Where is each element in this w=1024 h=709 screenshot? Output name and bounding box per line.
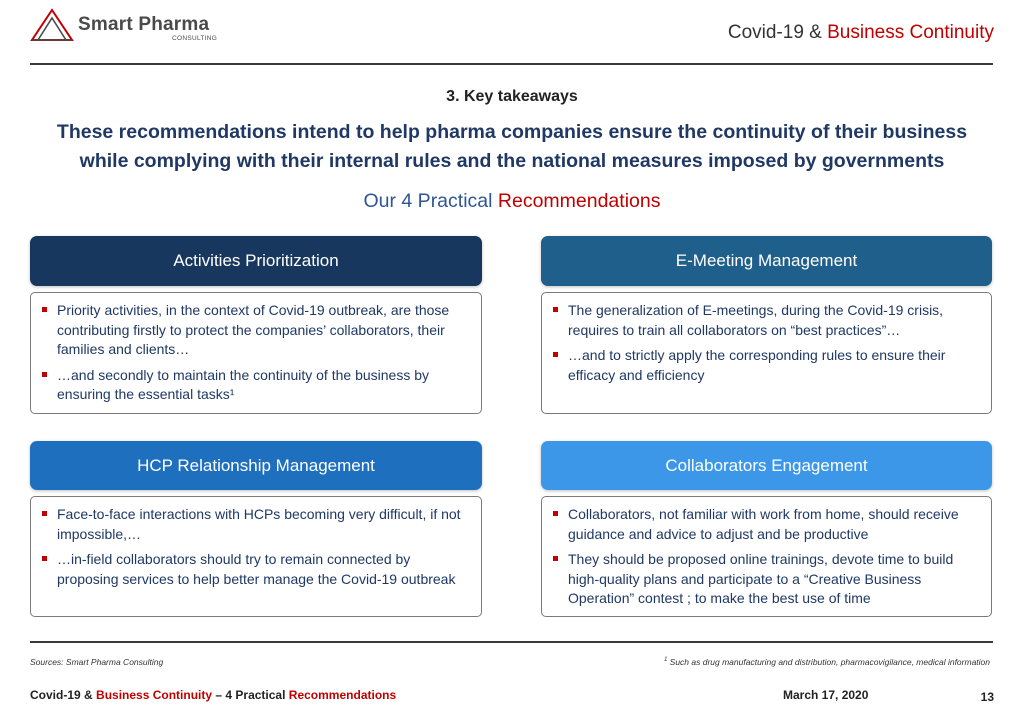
card-title: Collaborators Engagement <box>665 455 868 475</box>
footer-title-part: – 4 Practical <box>215 688 286 702</box>
header-title-black: Covid-19 & <box>727 22 822 43</box>
bullet-item: Priority activities, in the context of Covid-19 outbreak, are those contributing firstly to protect the companies’ collaborators, their families and clients… <box>57 301 467 360</box>
card-title: HCP Relationship Management <box>137 455 375 475</box>
footer-title-part: Business Continuity <box>96 688 213 702</box>
bullet-item: The generalization of E-meetings, during the Covid-19 crisis, requires to train all collaborators on “best practices”… <box>568 301 977 340</box>
card-title: Activities Prioritization <box>173 251 339 270</box>
headline <box>20 118 1004 176</box>
footer-title-part: Recommendations <box>288 688 397 702</box>
footnote-mark: 1 <box>663 657 668 664</box>
headline-line-2: while complying with their internal rules and the national measures imposed by governments <box>79 150 945 172</box>
card-collaborators-engagement-header <box>541 441 992 490</box>
logo-triangle-icon <box>30 8 74 42</box>
footnote <box>664 657 990 667</box>
sources-note: Sources: Smart Pharma Consulting <box>30 657 164 667</box>
footnote-text: Such as drug manufacturing and distribution, pharmacovigilance, medical information <box>669 657 990 667</box>
section-title: 3. Key takeaways <box>446 88 578 105</box>
card-collaborators-engagement-body <box>541 496 992 617</box>
footer-deck-title <box>30 688 396 702</box>
card-hcp-relationship-management-header <box>30 441 482 490</box>
card-e-meeting-management-header <box>541 236 992 286</box>
footer-divider <box>30 641 993 643</box>
bullet-item: …and secondly to maintain the continuity of the business by ensuring the essential tasks¹ <box>57 366 467 405</box>
card-hcp-relationship-management-body <box>30 496 482 617</box>
subtitle <box>0 190 1024 213</box>
footer-date: March 17, 2020 <box>783 688 869 702</box>
logo-subtitle: CONSULTING <box>172 35 218 42</box>
headline-line-1: These recommendations intend to help pharma companies ensure the continuity of their business <box>56 121 968 143</box>
footer-title-part: Covid-19 & <box>30 688 93 702</box>
header-title <box>728 22 994 44</box>
bullet-item: Collaborators, not familiar with work from home, should receive guidance and advice to adjust and be productive <box>568 505 977 544</box>
header-divider <box>30 63 993 65</box>
card-activities-prioritization-header <box>30 236 482 286</box>
card-e-meeting-management-body <box>541 292 992 414</box>
bullet-item: …in-field collaborators should try to remain connected by proposing services to help better manage the Covid-19 outbreak <box>57 550 467 589</box>
company-logo <box>30 8 220 44</box>
bullet-item: Face-to-face interactions with HCPs becoming very difficult, if not impossible,… <box>57 505 467 544</box>
header-title-red: Business Continuity <box>827 22 994 43</box>
subtitle-red: Recommendations <box>497 190 661 212</box>
subtitle-blue: Our 4 Practical <box>363 190 493 212</box>
card-activities-prioritization-body <box>30 292 482 414</box>
logo-name: Smart Pharma <box>78 14 210 35</box>
bullet-item: …and to strictly apply the corresponding rules to ensure their efficacy and efficiency <box>568 346 977 385</box>
bullet-item: They should be proposed online trainings, devote time to build high-quality plans and participate to a “Creative Business Operation” contest ; to make the best use of time <box>568 550 977 609</box>
card-title: E-Meeting Management <box>675 251 858 270</box>
page-number: 13 <box>980 690 994 704</box>
